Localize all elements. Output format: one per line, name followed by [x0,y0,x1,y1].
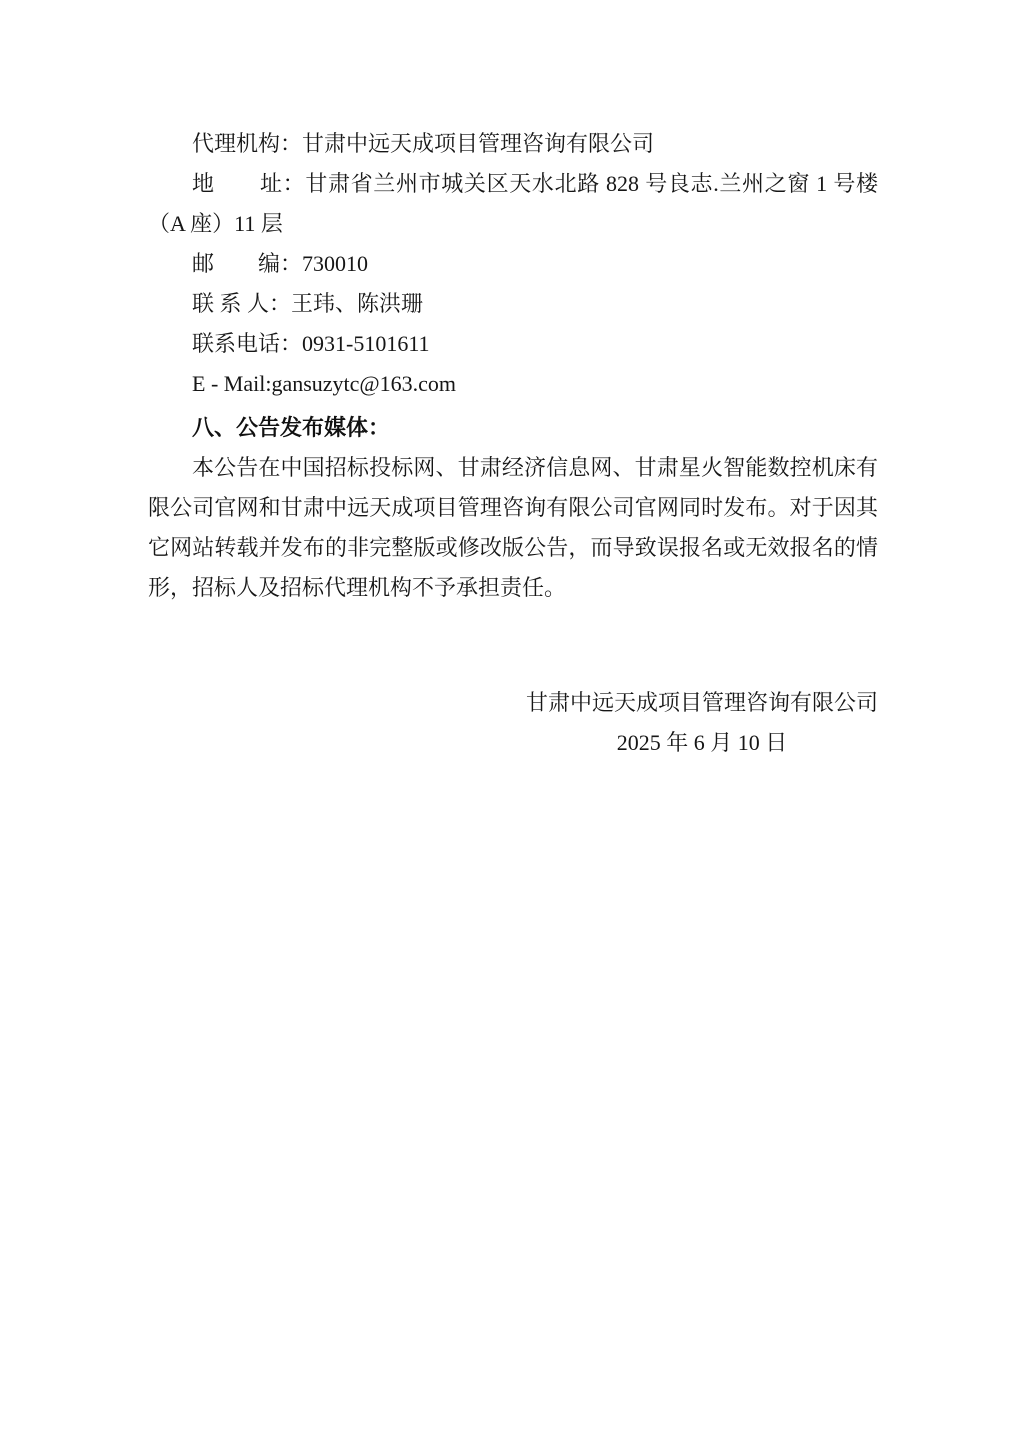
phone-value: 0931-5101611 [302,331,430,356]
email-line [148,364,878,404]
signature-company: 甘肃中远天成项目管理咨询有限公司 [525,690,878,715]
agency-name-value: 甘肃中远天成项目管理咨询有限公司 [302,131,655,156]
contact-person-label: 联 系 人： [192,291,292,316]
postal-code-value: 730010 [302,251,369,276]
agency-name-label: 代理机构： [192,131,303,156]
postal-code-line [148,244,878,284]
agency-name-line [148,124,878,164]
email-value: gansuzytc@163.com [271,371,457,396]
signature-date: 2025 年 6 月 10 日 [616,730,788,755]
phone-line [148,324,878,364]
contact-person-line [148,284,878,324]
address-value: 甘肃省兰州市城关区天水北路 828 号良志.兰州之窗 1 号楼（A 座）11 层 [148,171,878,236]
email-label: E - Mail: [192,371,272,396]
signature-inner [526,683,878,763]
section-heading-announcement-media: 八、公告发布媒体： [192,415,391,440]
announcement-media-paragraph: 本公告在中国招标投标网、甘肃经济信息网、甘肃星火智能数控机床有限公司官网和甘肃中远天成项目管理咨询有限公司官网同时发布。对于因其它网站转载并发布的非完整版或修改版公告，而导致误报名或无效报名的情形，招标人及招标代理机构不予承担责任。 [148,455,878,600]
agency-contact-block [148,124,878,404]
signature-block [148,683,878,763]
postal-code-label: 邮 编： [192,251,303,276]
address-line [148,164,878,244]
phone-label: 联系电话： [192,331,303,356]
address-label: 地 址： [192,171,306,196]
contact-person-value: 王玮、陈洪珊 [291,291,424,316]
